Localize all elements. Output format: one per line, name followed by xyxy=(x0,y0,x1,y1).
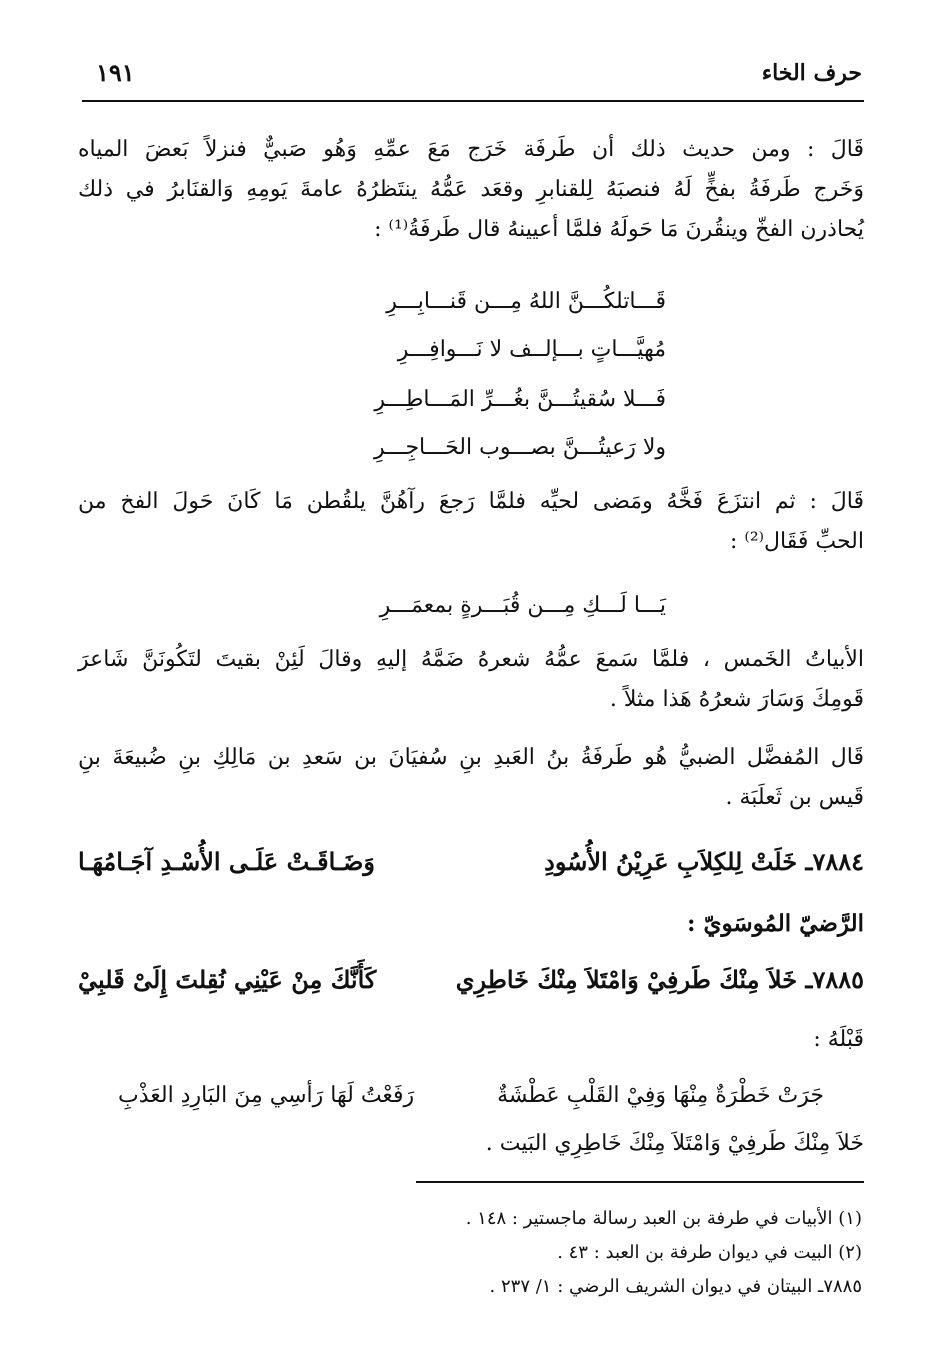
text-line: قَومِكَ وَسَارَ شعرُهُ هَذا مثلاً . xyxy=(609,687,864,712)
paragraph-story-continued xyxy=(78,482,864,562)
text-line: وَخَرج طَرفَةُ بفخٍّ لَهُ فنصبَهُ لِلقنابرِ وقعَد عَمُّهُ ينتَظرُهُ عامةَ يَومِهِ وَالقنَابرُ في ذلك xyxy=(78,177,864,202)
text-line: الحبِّ فَقَال⁽²⁾ : xyxy=(730,529,864,554)
footnote-7885: ٧٨٨٥ـ البيتان في ديوان الشريف الرضي : ١/ ٢٣٧ . xyxy=(489,1276,862,1297)
hemistich-second: كَأَنَّكَ مِنْ عَيْنِي نُقِلتَ إِلَىْ قَلبِيْ xyxy=(78,965,377,994)
entry-7884 xyxy=(78,842,864,882)
closing-line: خَلاَ مِنْكَ طَرفِيْ وَامْتَلاَ مِنْكَ خَاطِرِي البَيت . xyxy=(485,1131,864,1156)
paragraph-five-verses xyxy=(78,640,864,720)
text-line: الأبياتُ الخَمس ، فلمَّا سَمعَ عمُّهُ شعرهُ ضَمَّهُ إليهِ وقالَ لَئِنْ بقيتَ لتَكُونَنَّ شَاعرَ xyxy=(78,647,864,672)
text-line: قَال المُفضَّل الضبيُّ هُو طَرفَةُ بنُ العَبدِ بنِ سُفيَانَ بن سَعدِ بن مَالِكِ بنِ ضُبيعَةَ بنِ xyxy=(78,745,864,770)
verse-line: فَـــلا سُقيتُـــنَّ بغُـــرِّ المَـــاطِـــرِ xyxy=(374,387,666,412)
hemistich-first: ٧٨٨٥ـ خَلاَ مِنْكَ طَرفِيْ وَامْتَلاَ مِنْكَ خَاطِرِي xyxy=(455,965,864,994)
header-divider xyxy=(82,100,864,102)
footnote-2: (٢) البيت في ديوان طرفة بن العبد : ٤٣ . xyxy=(557,1242,862,1263)
verse-line: يَـــا لَـــكِ مِـــن قُبَـــرةٍ بمعمَـــرِ xyxy=(379,593,666,618)
hemistich-first: ٧٨٨٤ـ خَلَتْ لِلكِلاَبِ عَرِيْنُ الأُسُودِ xyxy=(544,847,864,876)
paragraph-story-intro xyxy=(78,130,864,250)
text-line: يُحاذرن الفخّ وينقُرنَ مَا حَولَهُ فلمَّا أعيينهُ قال طَرفَةُ⁽¹⁾ : xyxy=(374,217,864,242)
text-line: قَالَ : ثم انتزَعَ فَخَّهُ ومَضى لحيِّه فلمَّا رَجعَ رآهُنَّ يلقُطن مَا كَانَ حَولَ الفخ من xyxy=(78,489,864,514)
hemistich-second: وَضَـاقَـتْ عَلَـى الأُسْـدِ آجَـامُهَـا xyxy=(78,847,375,876)
verse-line: قَـــاتلكُـــنَّ اللهُ مِـــن قَنـــابِـــرِ xyxy=(386,289,666,314)
text-line: قَيس بن ثَعلَبَة . xyxy=(725,785,864,810)
preceding-verse xyxy=(78,1076,864,1116)
page-number: ١٩١ xyxy=(96,58,135,87)
paragraph-genealogy xyxy=(78,738,864,818)
running-header-title: حرف الخاء xyxy=(761,60,862,86)
verse-line: مُهيَّـــاتٍ بـــإلــف لا نَـــوافِـــرِ xyxy=(397,337,666,362)
footnote-divider xyxy=(416,1181,864,1183)
entry-7885 xyxy=(78,960,864,1000)
hemistich-first: جَرَتْ خَطْرَةٌ مِنْهَا وَفِيْ القَلْبِ عَطْشَةٌ xyxy=(497,1083,824,1108)
before-label: قَبْلَهُ : xyxy=(813,1027,864,1052)
hemistich-second: رَفَعْتُ لَهَا رَأسِي مِنَ البَارِدِ العَذْبِ xyxy=(118,1083,415,1108)
footnote-1: (١) الأبيات في طرفة بن العبد رسالة ماجستير : ١٤٨ . xyxy=(465,1208,862,1229)
verse-line: ولا رَعيتُـــنَّ بصـــوب الحَـــاجِـــرِ xyxy=(373,435,666,460)
poet-attribution: الرَّضيّ المُوسَويّ : xyxy=(686,910,864,937)
text-line: قَالَ : ومن حديث ذلك أن طَرفَة خَرَج مَعَ عمِّهِ وَهُو صَبيٌّ فنزلاً بَعضَ المياه xyxy=(78,137,864,162)
